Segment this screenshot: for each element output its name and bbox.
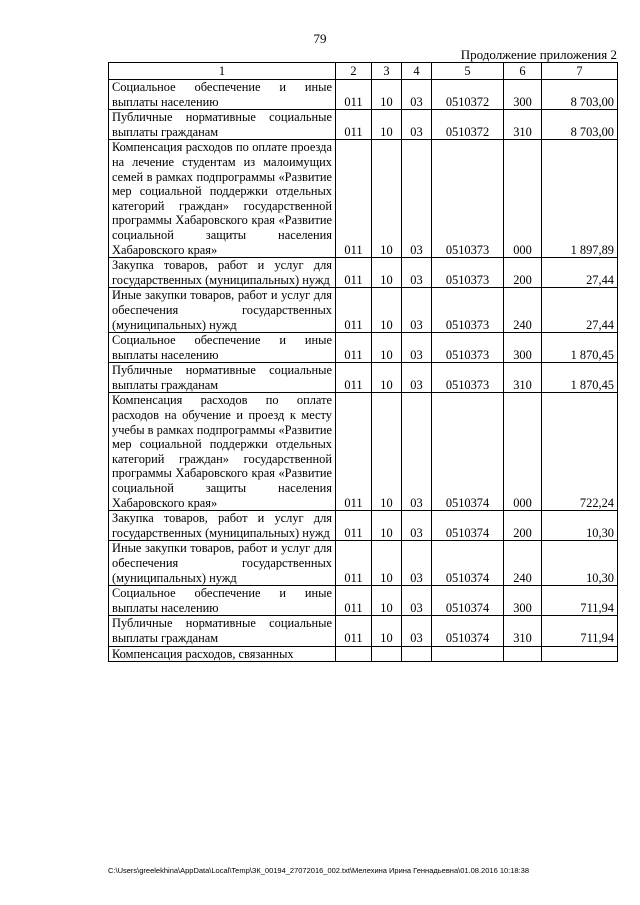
- table-body: [109, 80, 618, 662]
- row-value-cell: 310: [504, 363, 542, 393]
- row-value-cell: 722,24: [542, 393, 618, 511]
- row-value-cell: 011: [336, 511, 372, 541]
- row-value-cell: 011: [336, 80, 372, 110]
- row-value-cell: 03: [402, 363, 432, 393]
- row-value-cell: 000: [504, 393, 542, 511]
- row-value-cell: 200: [504, 511, 542, 541]
- row-value-cell: 10: [372, 511, 402, 541]
- footer-file-path: C:\Users\greelekhina\AppData\Local\Temp\ЗК_00194_27072016_002.txt\Мелехина Ирина Геннадьевна\01.08.2016 10:18:38: [108, 866, 530, 875]
- row-value-cell: [402, 646, 432, 662]
- table-row: [109, 616, 618, 646]
- row-value-cell: 711,94: [542, 616, 618, 646]
- row-value-cell: 03: [402, 586, 432, 616]
- row-value-cell: 000: [504, 140, 542, 258]
- column-header: 6: [504, 63, 542, 80]
- table-row: [109, 110, 618, 140]
- row-value-cell: 240: [504, 288, 542, 333]
- row-value-cell: 0510374: [432, 541, 504, 586]
- row-value-cell: 03: [402, 288, 432, 333]
- row-value-cell: 711,94: [542, 586, 618, 616]
- row-value-cell: 011: [336, 616, 372, 646]
- row-value-cell: 0510373: [432, 258, 504, 288]
- row-value-cell: 0510372: [432, 110, 504, 140]
- row-value-cell: 011: [336, 393, 372, 511]
- row-value-cell: 10: [372, 363, 402, 393]
- row-value-cell: 10: [372, 541, 402, 586]
- row-value-cell: 03: [402, 333, 432, 363]
- row-value-cell: [504, 646, 542, 662]
- row-value-cell: 03: [402, 110, 432, 140]
- row-value-cell: 03: [402, 393, 432, 511]
- row-value-cell: [432, 646, 504, 662]
- table-row: [109, 258, 618, 288]
- row-name-cell: Компенсация расходов по оплате проезда на лечение студентам из малоимущих семей в рамках подпрограммы «Развитие мер социальной поддержки отдельных категорий граждан» государственной программы Хабаровского края «Развитие социальной защиты населения Хабаровского края»: [109, 140, 336, 258]
- table-row: [109, 511, 618, 541]
- table-row: [109, 646, 618, 662]
- row-value-cell: 10: [372, 288, 402, 333]
- row-value-cell: 10: [372, 616, 402, 646]
- table-row: [109, 586, 618, 616]
- row-name-cell: Публичные нормативные социальные выплаты гражданам: [109, 363, 336, 393]
- row-value-cell: 03: [402, 616, 432, 646]
- row-name-cell: Социальное обеспечение и иные выплаты населению: [109, 80, 336, 110]
- row-value-cell: 03: [402, 541, 432, 586]
- row-value-cell: [336, 646, 372, 662]
- row-value-cell: 0510374: [432, 586, 504, 616]
- row-value-cell: 0510373: [432, 363, 504, 393]
- table-row: [109, 288, 618, 333]
- row-name-cell: Публичные нормативные социальные выплаты гражданам: [109, 110, 336, 140]
- row-name-cell: Социальное обеспечение и иные выплаты населению: [109, 333, 336, 363]
- row-value-cell: 1 870,45: [542, 333, 618, 363]
- row-value-cell: 011: [336, 288, 372, 333]
- row-name-cell: Иные закупки товаров, работ и услуг для обеспечения государственных (муниципальных) нужд: [109, 541, 336, 586]
- row-value-cell: 011: [336, 140, 372, 258]
- row-value-cell: 011: [336, 541, 372, 586]
- row-value-cell: 011: [336, 363, 372, 393]
- table-header-row: [109, 63, 618, 80]
- column-header: 4: [402, 63, 432, 80]
- row-value-cell: 03: [402, 140, 432, 258]
- page-number: 79: [313, 31, 327, 46]
- row-name-cell: Социальное обеспечение и иные выплаты населению: [109, 586, 336, 616]
- row-value-cell: 0510373: [432, 288, 504, 333]
- table-row: [109, 363, 618, 393]
- row-value-cell: 10: [372, 393, 402, 511]
- row-value-cell: 03: [402, 511, 432, 541]
- row-value-cell: 10: [372, 80, 402, 110]
- table-row: [109, 140, 618, 258]
- row-value-cell: 10,30: [542, 541, 618, 586]
- row-value-cell: 0510372: [432, 80, 504, 110]
- row-value-cell: 300: [504, 80, 542, 110]
- row-value-cell: 310: [504, 110, 542, 140]
- row-value-cell: 1 870,45: [542, 363, 618, 393]
- continuation-label: Продолжение приложения 2: [460, 47, 617, 62]
- row-value-cell: 300: [504, 333, 542, 363]
- row-value-cell: 8 703,00: [542, 80, 618, 110]
- row-value-cell: 0510374: [432, 393, 504, 511]
- row-value-cell: 0510373: [432, 333, 504, 363]
- row-value-cell: 1 897,89: [542, 140, 618, 258]
- row-value-cell: 10: [372, 258, 402, 288]
- row-value-cell: 011: [336, 110, 372, 140]
- row-name-cell: Компенсация расходов по оплате расходов на обучение и проезд к месту учебы в рамках подпрограммы «Развитие мер социальной поддержки отдельных категорий граждан» государственной программы Хабаровского края «Развитие социальной защиты населения Хабаровского края»: [109, 393, 336, 511]
- column-header: 1: [109, 63, 336, 80]
- column-header: 7: [542, 63, 618, 80]
- row-value-cell: 0510374: [432, 616, 504, 646]
- row-value-cell: 310: [504, 616, 542, 646]
- row-value-cell: [372, 646, 402, 662]
- row-value-cell: 200: [504, 258, 542, 288]
- row-value-cell: 10: [372, 110, 402, 140]
- row-value-cell: 10: [372, 586, 402, 616]
- row-value-cell: [542, 646, 618, 662]
- column-header: 2: [336, 63, 372, 80]
- table-row: [109, 333, 618, 363]
- row-name-cell: Публичные нормативные социальные выплаты гражданам: [109, 616, 336, 646]
- row-value-cell: 011: [336, 258, 372, 288]
- row-value-cell: 300: [504, 586, 542, 616]
- row-value-cell: 03: [402, 80, 432, 110]
- budget-table: [108, 62, 618, 662]
- row-value-cell: 03: [402, 258, 432, 288]
- column-header: 3: [372, 63, 402, 80]
- row-name-cell: Закупка товаров, работ и услуг для государственных (муниципальных) нужд: [109, 258, 336, 288]
- table-row: [109, 393, 618, 511]
- table-row: [109, 541, 618, 586]
- row-value-cell: 8 703,00: [542, 110, 618, 140]
- row-name-cell: Компенсация расходов, связанных: [109, 646, 336, 662]
- row-value-cell: 27,44: [542, 258, 618, 288]
- row-value-cell: 240: [504, 541, 542, 586]
- row-name-cell: Иные закупки товаров, работ и услуг для обеспечения государственных (муниципальных) нужд: [109, 288, 336, 333]
- row-value-cell: 011: [336, 333, 372, 363]
- table-row: [109, 80, 618, 110]
- column-header: 5: [432, 63, 504, 80]
- row-value-cell: 10: [372, 140, 402, 258]
- row-value-cell: 27,44: [542, 288, 618, 333]
- row-value-cell: 011: [336, 586, 372, 616]
- row-name-cell: Закупка товаров, работ и услуг для государственных (муниципальных) нужд: [109, 511, 336, 541]
- row-value-cell: 10: [372, 333, 402, 363]
- row-value-cell: 0510373: [432, 140, 504, 258]
- row-value-cell: 10,30: [542, 511, 618, 541]
- row-value-cell: 0510374: [432, 511, 504, 541]
